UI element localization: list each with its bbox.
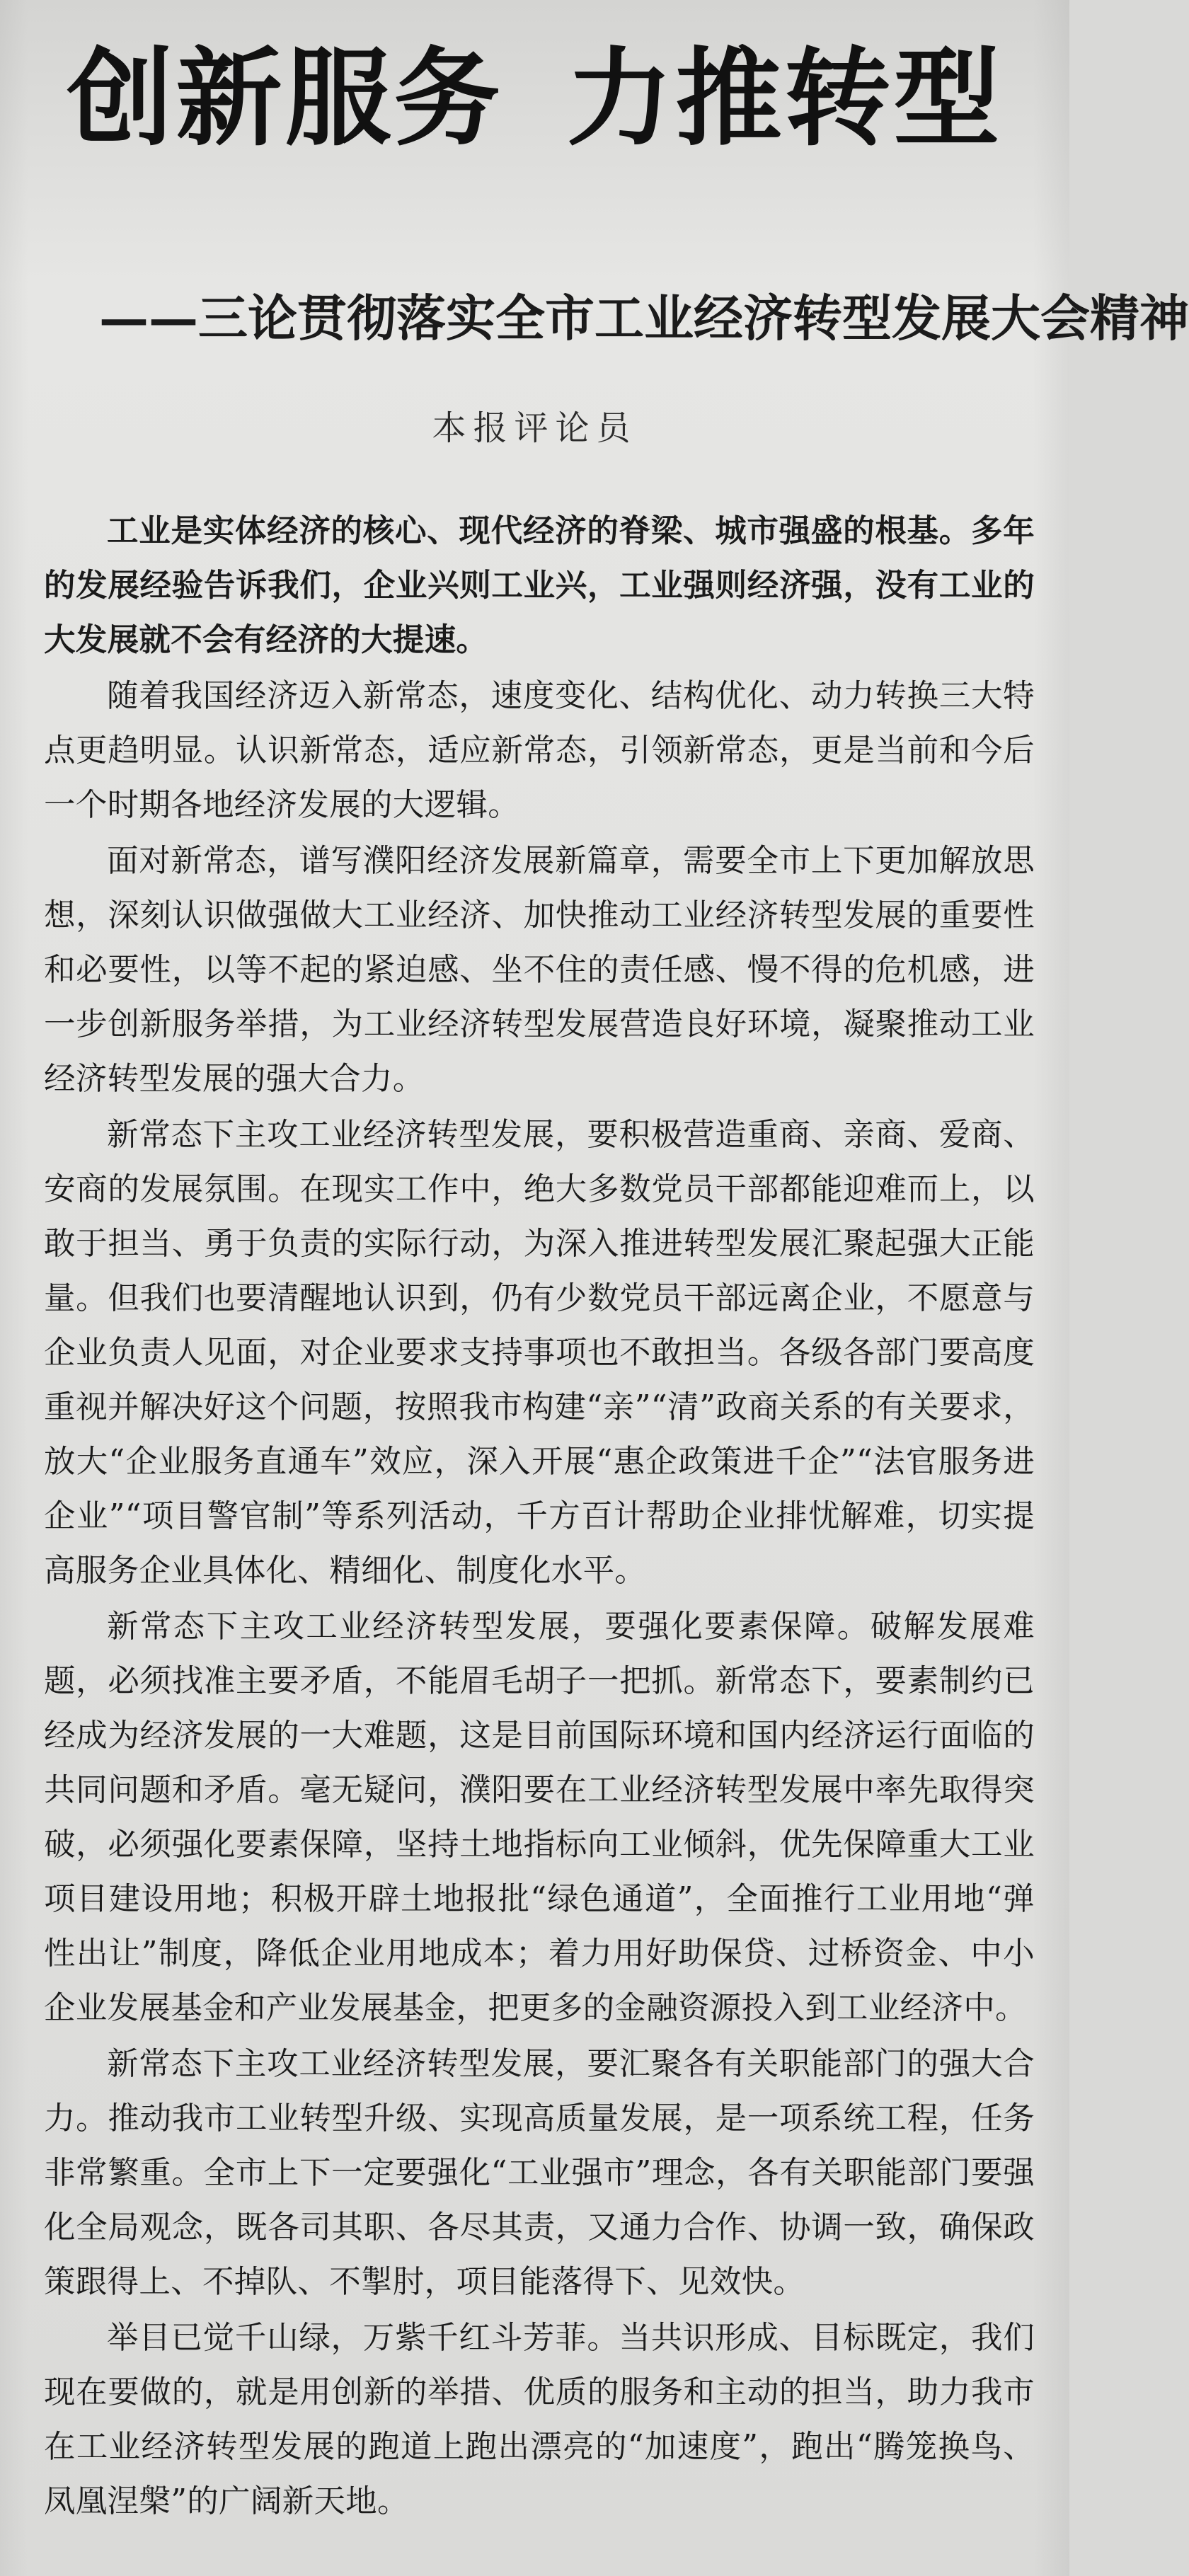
article-subtitle: ——三论贯彻落实全市工业经济转型发展大会精神 (99, 289, 1189, 347)
headline-part-2: 力推转型 (566, 38, 1003, 161)
paragraph: 举目已觉千山绿，万紫千红斗芳菲。当共识形成、目标既定，我们现在要做的，就是用创新的举措、优质的服务和主动的担当，助力我市在工业经济转型发展的跑道上跑出漂亮的“加速度”，跑出“腾笼换鸟、凤凰涅槃”的广阔新天地。 (44, 2320, 1035, 2519)
article-body (44, 504, 1035, 2530)
article-byline: 本报评论员 (432, 408, 638, 448)
paragraph: 新常态下主攻工业经济转型发展，要汇聚各有关职能部门的强大合力。推动我市工业转型升级、实现高质量发展，是一项系统工程，任务非常繁重。全市上下一定要强化“工业强市”理念，各有关职能部门要强化全局观念，既各司其职、各尽其责，又通力合作、协调一致，确保政策跟得上、不掉队、不掣肘，项目能落得下、见效快。 (44, 2046, 1035, 2300)
headline-part-1: 创新服务 (67, 38, 503, 161)
paragraph: 新常态下主攻工业经济转型发展，要强化要素保障。破解发展难题，必须找准主要矛盾，不能眉毛胡子一把抓。新常态下，要素制约已经成为经济发展的一大难题，这是目前国际环境和国内经济运行面临的共同问题和矛盾。毫无疑问，濮阳要在工业经济转型发展中率先取得突破，必须强化要素保障，坚持土地指标向工业倾斜，优先保障重大工业项目建设用地；积极开辟土地报批“绿色通道”，全面推行工业用地“弹性出让”制度，降低企业用地成本；着力用好助保贷、过桥资金、中小企业发展基金和产业发展基金，把更多的金融资源投入到工业经济中。 (44, 1609, 1035, 2026)
paragraph: 随着我国经济迈入新常态，速度变化、结构优化、动力转换三大特点更趋明显。认识新常态，适应新常态，引领新常态，更是当前和今后一个时期各地经济发展的大逻辑。 (44, 678, 1035, 823)
paragraph: 工业是实体经济的核心、现代经济的脊梁、城市强盛的根基。多年的发展经验告诉我们，企业兴则工业兴，工业强则经济强，没有工业的大发展就不会有经济的大提速。 (44, 512, 1035, 658)
article-headline (0, 28, 1069, 170)
paragraph: 新常态下主攻工业经济转型发展，要积极营造重商、亲商、爱商、安商的发展氛围。在现实工作中，绝大多数党员干部都能迎难而上，以敢于担当、勇于负责的实际行动，为深入推进转型发展汇聚起强大正能量。但我们也要清醒地认识到，仍有少数党员干部远离企业，不愿意与企业负责人见面，对企业要求支持事项也不敢担当。各级各部门要高度重视并解决好这个问题，按照我市构建“亲”“清”政商关系的有关要求，放大“企业服务直通车”效应，深入开展“惠企政策进千企”“法官服务进企业”“项目警官制”等系列活动，千方百计帮助企业排忧解难，切实提高服务企业具体化、精细化、制度化水平。 (44, 1117, 1035, 1589)
paragraph: 面对新常态，谱写濮阳经济发展新篇章，需要全市上下更加解放思想，深刻认识做强做大工业经济、加快推动工业经济转型发展的重要性和必要性，以等不起的紧迫感、坐不住的责任感、慢不得的危机感，进一步创新服务举措，为工业经济转型发展营造良好环境，凝聚推动工业经济转型发展的强大合力。 (44, 843, 1035, 1097)
